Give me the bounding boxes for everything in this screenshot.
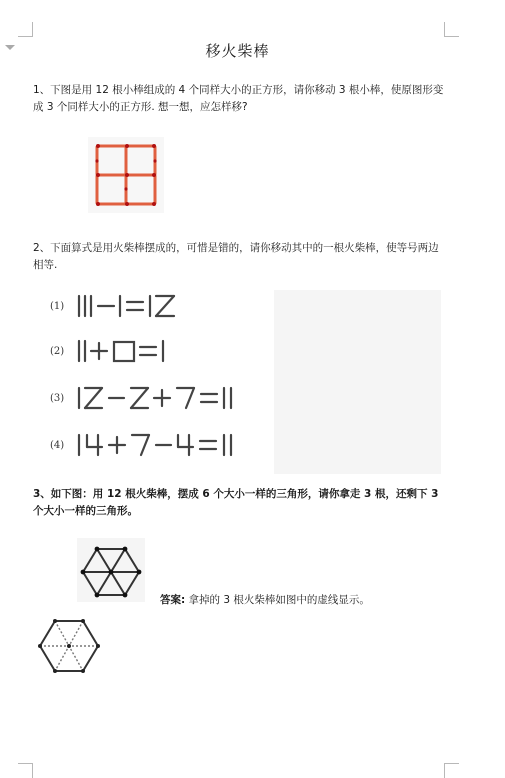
equation-1-sticks xyxy=(79,296,174,316)
question-3-text: 3、如下图：用 12 根火柴棒，摆成 6 个大小一样的三角形，请你拿走 3 根，还剩下 3 个大小一样的三角形。 xyxy=(33,488,439,517)
equation-label-1: (1) xyxy=(50,301,65,312)
question-2-text: 2、下面算式是用火柴棒摆成的，可惜是错的，请你移动其中的一根火柴棒，使等号两边相等. xyxy=(33,242,439,271)
answer-text: 拿掉的 3 根火柴棒如图中的虚线显示。 xyxy=(188,594,370,606)
hexagon-triangles-figure xyxy=(77,538,145,602)
answer-label: 答案: xyxy=(160,594,186,606)
page-corner-mark-top-left xyxy=(18,22,33,37)
page-corner-mark-top-right xyxy=(444,22,459,37)
equation-label-4: (4) xyxy=(50,440,65,451)
equation-3-sticks xyxy=(79,388,231,408)
equation-label-3: (3) xyxy=(50,393,65,404)
page-corner-mark-bottom-right xyxy=(444,763,459,778)
matchstick-equations-figure xyxy=(34,290,441,474)
matchstick-squares-figure xyxy=(88,137,164,213)
equation-4-sticks xyxy=(79,435,231,455)
equations-panel xyxy=(34,290,274,474)
equation-label-2: (2) xyxy=(50,346,65,357)
question-1-text: 1、下图是用 12 根小棒组成的 4 个同样大小的正方形，请你移动 3 根小棒，使原图形变成 3 个同样大小的正方形. 想一想，应怎样移? xyxy=(33,84,444,113)
page-corner-mark-bottom-left xyxy=(18,763,33,778)
equation-2-sticks xyxy=(79,341,163,361)
answer-line xyxy=(160,592,370,607)
hexagon-answer-figure xyxy=(34,614,104,678)
page-title: 移火柴棒 xyxy=(205,42,270,60)
